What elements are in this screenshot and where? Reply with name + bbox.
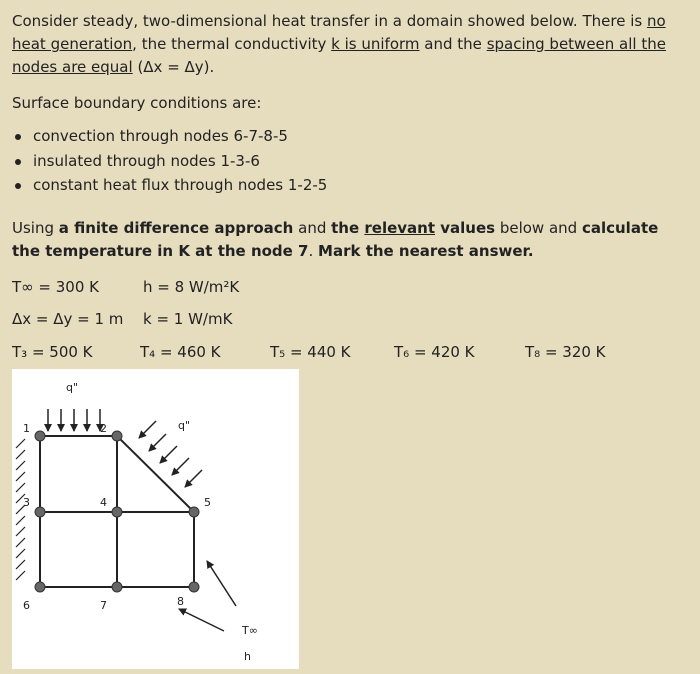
value-t5: T₅ = 440 K bbox=[270, 343, 351, 361]
intro-underline-k-uniform: k is uniform bbox=[331, 35, 420, 53]
question-bold-the: the bbox=[331, 219, 365, 237]
question-text-1: Using bbox=[12, 219, 59, 237]
diagram-svg bbox=[12, 369, 299, 669]
question-text-2: and bbox=[293, 219, 332, 237]
label-node-4: 4 bbox=[100, 496, 107, 509]
value-t6: T₆ = 420 K bbox=[394, 343, 475, 361]
intro-underline-no-heat-generation: no heat generation bbox=[12, 12, 666, 53]
heat-flux-arrows-top bbox=[48, 409, 100, 431]
intro-text-4: (Δx = Δy). bbox=[132, 58, 215, 76]
label-node-1: 1 bbox=[23, 422, 30, 435]
question-bold-nearest-answer: Mark the nearest answer. bbox=[318, 242, 534, 260]
label-node-3: 3 bbox=[23, 496, 30, 509]
bc-heading: Surface boundary conditions are: bbox=[12, 94, 262, 112]
value-tinf: T∞ = 300 K bbox=[12, 278, 99, 296]
node-7 bbox=[112, 582, 122, 592]
intro-text-2: , the thermal conductivity bbox=[132, 35, 332, 53]
convection-arrows bbox=[179, 561, 236, 631]
node-2 bbox=[112, 431, 122, 441]
value-h: h = 8 W/m²K bbox=[143, 278, 240, 296]
label-node-6: 6 bbox=[23, 599, 30, 612]
list-item: constant heat flux through nodes 1-2-5 bbox=[12, 173, 327, 198]
node-diagram bbox=[12, 369, 299, 669]
value-t8: T₈ = 320 K bbox=[525, 343, 606, 361]
node-3 bbox=[35, 507, 45, 517]
intro-text-1: Consider steady, two-dimensional heat transfer in a domain showed below. There is bbox=[12, 12, 647, 30]
node-6 bbox=[35, 582, 45, 592]
label-node-8: 8 bbox=[177, 595, 184, 608]
question-bold-underline-relevant: relevant bbox=[364, 219, 436, 237]
list-item: insulated through nodes 1-3-6 bbox=[12, 149, 327, 174]
question-bold-calculate: calculate the temperature in K at the node 7 bbox=[12, 219, 659, 260]
question-text-3: below and bbox=[495, 219, 582, 237]
node-8 bbox=[189, 582, 199, 592]
question-text-4: . bbox=[308, 242, 319, 260]
list-item: convection through nodes 6-7-8-5 bbox=[12, 124, 327, 149]
label-q-top: q" bbox=[66, 381, 79, 394]
value-t3: T₃ = 500 K bbox=[12, 343, 93, 361]
label-h: h bbox=[244, 650, 251, 663]
label-node-2: 2 bbox=[100, 422, 107, 435]
intro-underline-equal-spacing: spacing between all the nodes are equal bbox=[12, 35, 666, 76]
label-q-diagonal: q" bbox=[178, 419, 191, 432]
boundary-conditions-list bbox=[12, 124, 327, 198]
node-1 bbox=[35, 431, 45, 441]
intro-text-3: and the bbox=[419, 35, 487, 53]
label-node-7: 7 bbox=[100, 599, 107, 612]
value-t4: T₄ = 460 K bbox=[140, 343, 221, 361]
question-text bbox=[12, 217, 688, 263]
node-4 bbox=[112, 507, 122, 517]
question-bold-fd-approach: a finite difference approach bbox=[58, 219, 294, 237]
node-5 bbox=[189, 507, 199, 517]
heat-flux-arrows-diagonal bbox=[139, 421, 202, 487]
label-node-5: 5 bbox=[204, 496, 211, 509]
value-dxdy: Δx = Δy = 1 m bbox=[12, 310, 124, 328]
question-bold-values: values bbox=[435, 219, 496, 237]
value-k: k = 1 W/mK bbox=[143, 310, 233, 328]
insulated-wall-hatching bbox=[16, 439, 25, 580]
problem-intro bbox=[12, 10, 688, 79]
label-tinf: T∞ bbox=[242, 624, 258, 637]
